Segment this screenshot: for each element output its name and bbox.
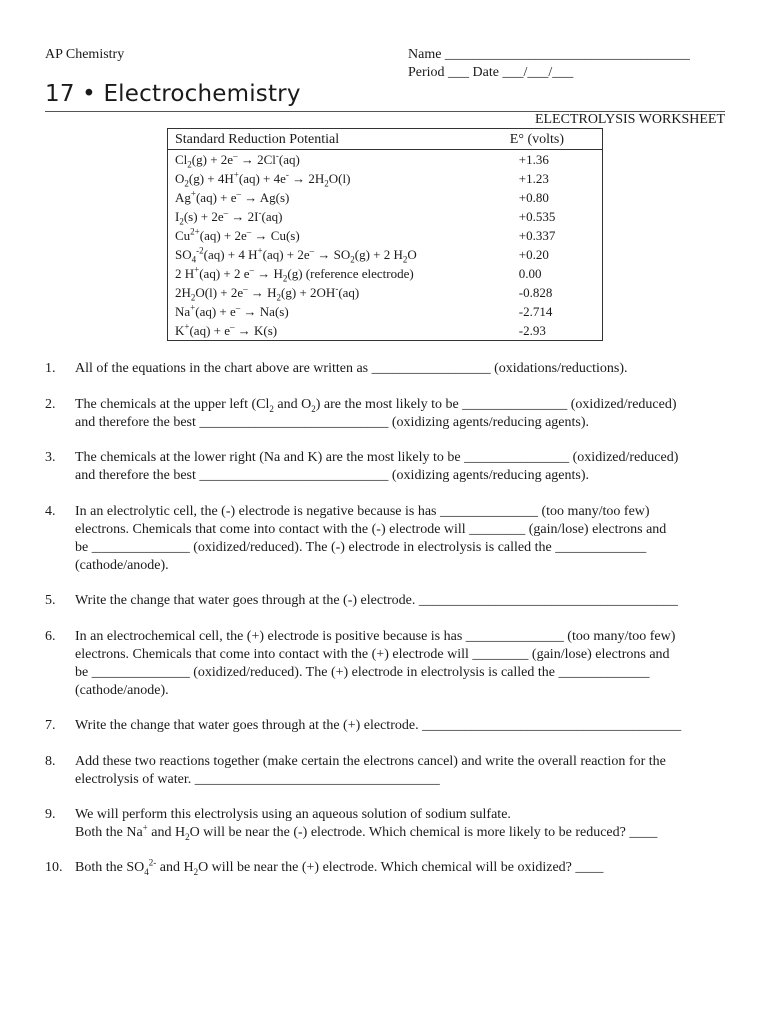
reduction-potential-value: +0.337 bbox=[518, 228, 556, 243]
reduction-potential-value: 0.00 bbox=[518, 266, 542, 281]
question-text bbox=[75, 449, 735, 485]
question-number: 1. bbox=[45, 361, 56, 376]
question-line: Both the Na+ and $H_2O$ will be near the (-) electrode. Which chemical is more likely to be reduced? ____ bbox=[75, 822, 658, 842]
reduction-potential-value: -0.828 bbox=[518, 285, 553, 300]
question-text bbox=[75, 360, 735, 378]
question-text bbox=[75, 806, 735, 842]
question-text bbox=[75, 396, 735, 432]
table-row bbox=[168, 283, 603, 302]
question-line: We will perform this electrolysis using an aqueous solution of sodium sulfate. bbox=[75, 807, 511, 822]
student-name-field: Name ___________________________________ bbox=[408, 47, 690, 62]
half-reaction-equation: $I_2(s) + 2e^- \to 2I^-(aq)$ bbox=[175, 207, 283, 227]
question-line: In an electrochemical cell, the (+) electrode is positive because is has ______________ (too many/too few) bbox=[75, 629, 676, 644]
reduction-potential-value: +1.36 bbox=[518, 152, 549, 167]
question-line: (cathode/anode). bbox=[75, 558, 169, 573]
half-reaction-equation: 2 H+(aq) + 2 $e^- \to H_2(g)$ (reference electrode) bbox=[175, 264, 414, 284]
column-header-e-volts: E° (volts) bbox=[417, 129, 603, 150]
question-line: All of the equations in the chart above are written as _________________ (oxidations/reductions). bbox=[75, 361, 628, 376]
question-line: and therefore the best ___________________________ (oxidizing agents/reducing agents). bbox=[75, 468, 589, 483]
question-number: 6. bbox=[45, 629, 56, 644]
table-header-row bbox=[168, 129, 603, 150]
question-line: Write the change that water goes through at the (+) electrode. _____________________________________ bbox=[75, 718, 682, 733]
reduction-potential-value: -2.714 bbox=[518, 304, 553, 319]
question-line: Write the change that water goes through at the (-) electrode. _____________________________________ bbox=[75, 593, 678, 608]
period-date-field: Period ___ Date ___/___/___ bbox=[408, 65, 574, 80]
question-line: electrons. Chemicals that come into contact with the (-) electrode will ________ (gain/lose) electrons and bbox=[75, 522, 667, 537]
question-line: The chemicals at the upper left ($Cl_2$ and $O_2$) are the most likely to be _______________ (oxidized/reduced) bbox=[75, 397, 677, 414]
table-row bbox=[168, 207, 603, 226]
column-header-potential: Standard Reduction Potential bbox=[168, 129, 417, 150]
worksheet-title: ELECTROLYSIS WORKSHEET bbox=[534, 112, 725, 127]
course-name: AP Chemistry bbox=[45, 47, 125, 62]
reduction-potential-table bbox=[167, 128, 603, 341]
table-row bbox=[168, 169, 603, 188]
reduction-potential-value: +0.20 bbox=[518, 247, 549, 262]
table-row bbox=[168, 321, 603, 341]
question-text bbox=[75, 753, 735, 789]
question-line: be ______________ (oxidized/reduced). The (-) electrode in electrolysis is called the _____________ bbox=[75, 540, 647, 555]
question-line: electrons. Chemicals that come into contact with the (+) electrode will ________ (gain/lose) electrons and bbox=[75, 647, 670, 662]
question-number: 4. bbox=[45, 504, 56, 519]
reduction-potential-value: +1.23 bbox=[518, 171, 549, 186]
question-line: and therefore the best ___________________________ (oxidizing agents/reducing agents). bbox=[75, 415, 589, 430]
half-reaction-equation: Na+(aq) + e– → Na(s) bbox=[175, 302, 289, 319]
half-reaction-equation: $Cu^{2+}(aq) + 2e^- \to Cu(s)$ bbox=[175, 226, 300, 243]
question-line: Add these two reactions together (make certain the electrons cancel) and write the overall reaction for the bbox=[75, 754, 666, 769]
question-number: 10. bbox=[45, 860, 63, 875]
half-reaction-equation: $SO_4^{-2}(aq) + 4$ $H^+(aq) + 2e^- \to SO_2(g) + 2$ $H_2O$ bbox=[175, 245, 417, 265]
unit-title: 17 • Electrochemistry bbox=[45, 81, 301, 107]
question-text bbox=[75, 592, 735, 610]
table-row bbox=[168, 302, 603, 321]
half-reaction-equation: K+(aq) + e– → K(s) bbox=[175, 321, 278, 338]
reduction-potential-value: +0.80 bbox=[518, 190, 549, 205]
table-row bbox=[168, 188, 603, 207]
question-line: (cathode/anode). bbox=[75, 683, 169, 698]
question-number: 5. bbox=[45, 593, 56, 608]
table-row bbox=[168, 150, 603, 170]
question-number: 3. bbox=[45, 450, 56, 465]
question-text bbox=[75, 859, 735, 877]
question-number: 8. bbox=[45, 754, 56, 769]
reduction-potential-value: -2.93 bbox=[518, 323, 546, 338]
question-number: 7. bbox=[45, 718, 56, 733]
question-line: Both the $SO_4^{2-}$ and $H_2O$ will be near the (+) electrode. Which chemical will be oxidized? ____ bbox=[75, 857, 604, 877]
question-number: 9. bbox=[45, 807, 56, 822]
half-reaction-equation: $O_2(g) + 4H^+(aq) + 4e^- \to 2H_2O(l)$ bbox=[175, 169, 351, 189]
question-line: be ______________ (oxidized/reduced). The (+) electrode in electrolysis is called the _____________ bbox=[75, 665, 650, 680]
half-reaction-equation: $Cl_2(g) + 2e^- \to 2Cl^-(aq)$ bbox=[175, 150, 300, 170]
question-line: The chemicals at the lower right (Na and K) are the most likely to be _______________ (oxidized/reduced) bbox=[75, 450, 679, 465]
half-reaction-equation: $2H_2O(l) + 2e^- \to H_2(g) + 2OH^-(aq)$ bbox=[175, 283, 360, 303]
half-reaction-equation: Ag+(aq) + e– → Ag(s) bbox=[175, 188, 290, 205]
reduction-potential-value: +0.535 bbox=[518, 209, 556, 224]
question-line: In an electrolytic cell, the (-) electrode is negative because is has ______________ (too many/too few) bbox=[75, 504, 650, 519]
question-text bbox=[75, 628, 735, 700]
question-line: electrolysis of water. ___________________________________ bbox=[75, 772, 440, 787]
question-text bbox=[75, 717, 735, 735]
question-text bbox=[75, 503, 735, 575]
question-number: 2. bbox=[45, 397, 56, 412]
table-row bbox=[168, 226, 603, 245]
table-row bbox=[168, 245, 603, 264]
table-row bbox=[168, 264, 603, 283]
